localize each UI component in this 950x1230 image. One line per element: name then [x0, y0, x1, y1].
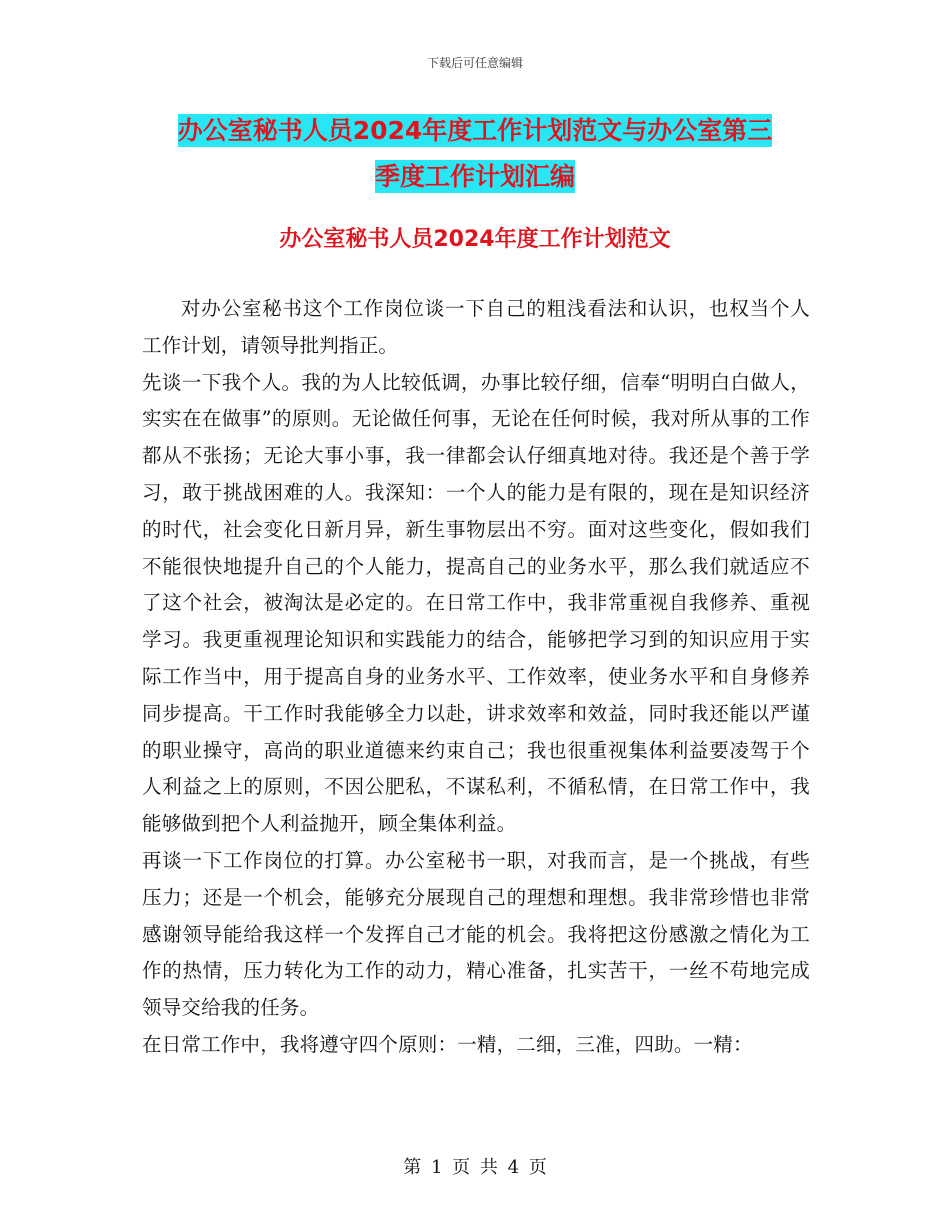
paragraph-4: 在日常工作中，我将遵守四个原则：一精，二细，三准，四助。一精： — [142, 1032, 753, 1056]
paragraph-1: 对办公室秘书这个工作岗位谈一下自己的粗浅看法和认识，也权当个人工作计划，请领导批判指正。 — [142, 297, 810, 357]
page-footer: 第 1 页 共 4 页 — [403, 1157, 547, 1178]
paragraph-2: 先谈一下我个人。我的为人比较低调，办事比较仔细，信奉“明明白白做人，实实在在做事”的原则。无论做任何事，无论在任何时候，我对所从事的工作都从不张扬；无论大事小事，我一律都会认仔细真地对待。我还是个善于学习，敢于挑战困难的人。我深知：一个人的能力是有限的，现在是知识经济的时代，社会变化日新月异，新生事物层出不穷。面对这些变化，假如我们不能很快地提升自己的个人能力，提高自己的业务水平，那么我们就适应不了这个社会，被淘汰是必定的。在日常工作中，我非常重视自我修养、重视学习。我更重视理论知识和实践能力的结合，能够把学习到的知识应用于实际工作当中，用于提高自身的业务水平、工作效率，使业务水平和自身修养同步提高。干工作时我能够全力以赴，讲求效率和效益，同时我还能以严谨的职业操守，高尚的职业道德来约束自己；我也很重视集体利益要凌驾于个人利益之上的原则，不因公肥私，不谋私利，不循私情，在日常工作中，我能够做到把个人利益抛开，顾全集体利益。 — [142, 370, 810, 836]
paragraph-3: 再谈一下工作岗位的打算。办公室秘书一职，对我而言，是一个挑战，有些压力；还是一个机会，能够充分展现自己的理想和理想。我非常珍惜也非常感谢领导能给我这样一个发挥自己才能的机会。我将把这份感激之情化为工作的热情，压力转化为工作的动力，精心准备，扎实苦干，一丝不苟地完成领导交给我的任务。 — [142, 848, 810, 1020]
document-title-line-1: 办公室秘书人员2024年度工作计划范文与办公室第三 — [177, 116, 773, 145]
body-text — [142, 291, 810, 1064]
header-note: 下载后可任意编辑 — [426, 56, 523, 70]
document-title — [140, 108, 810, 200]
section-title: 办公室秘书人员2024年度工作计划范文 — [279, 227, 671, 252]
document-title-line-2: 季度工作计划汇编 — [374, 162, 575, 191]
